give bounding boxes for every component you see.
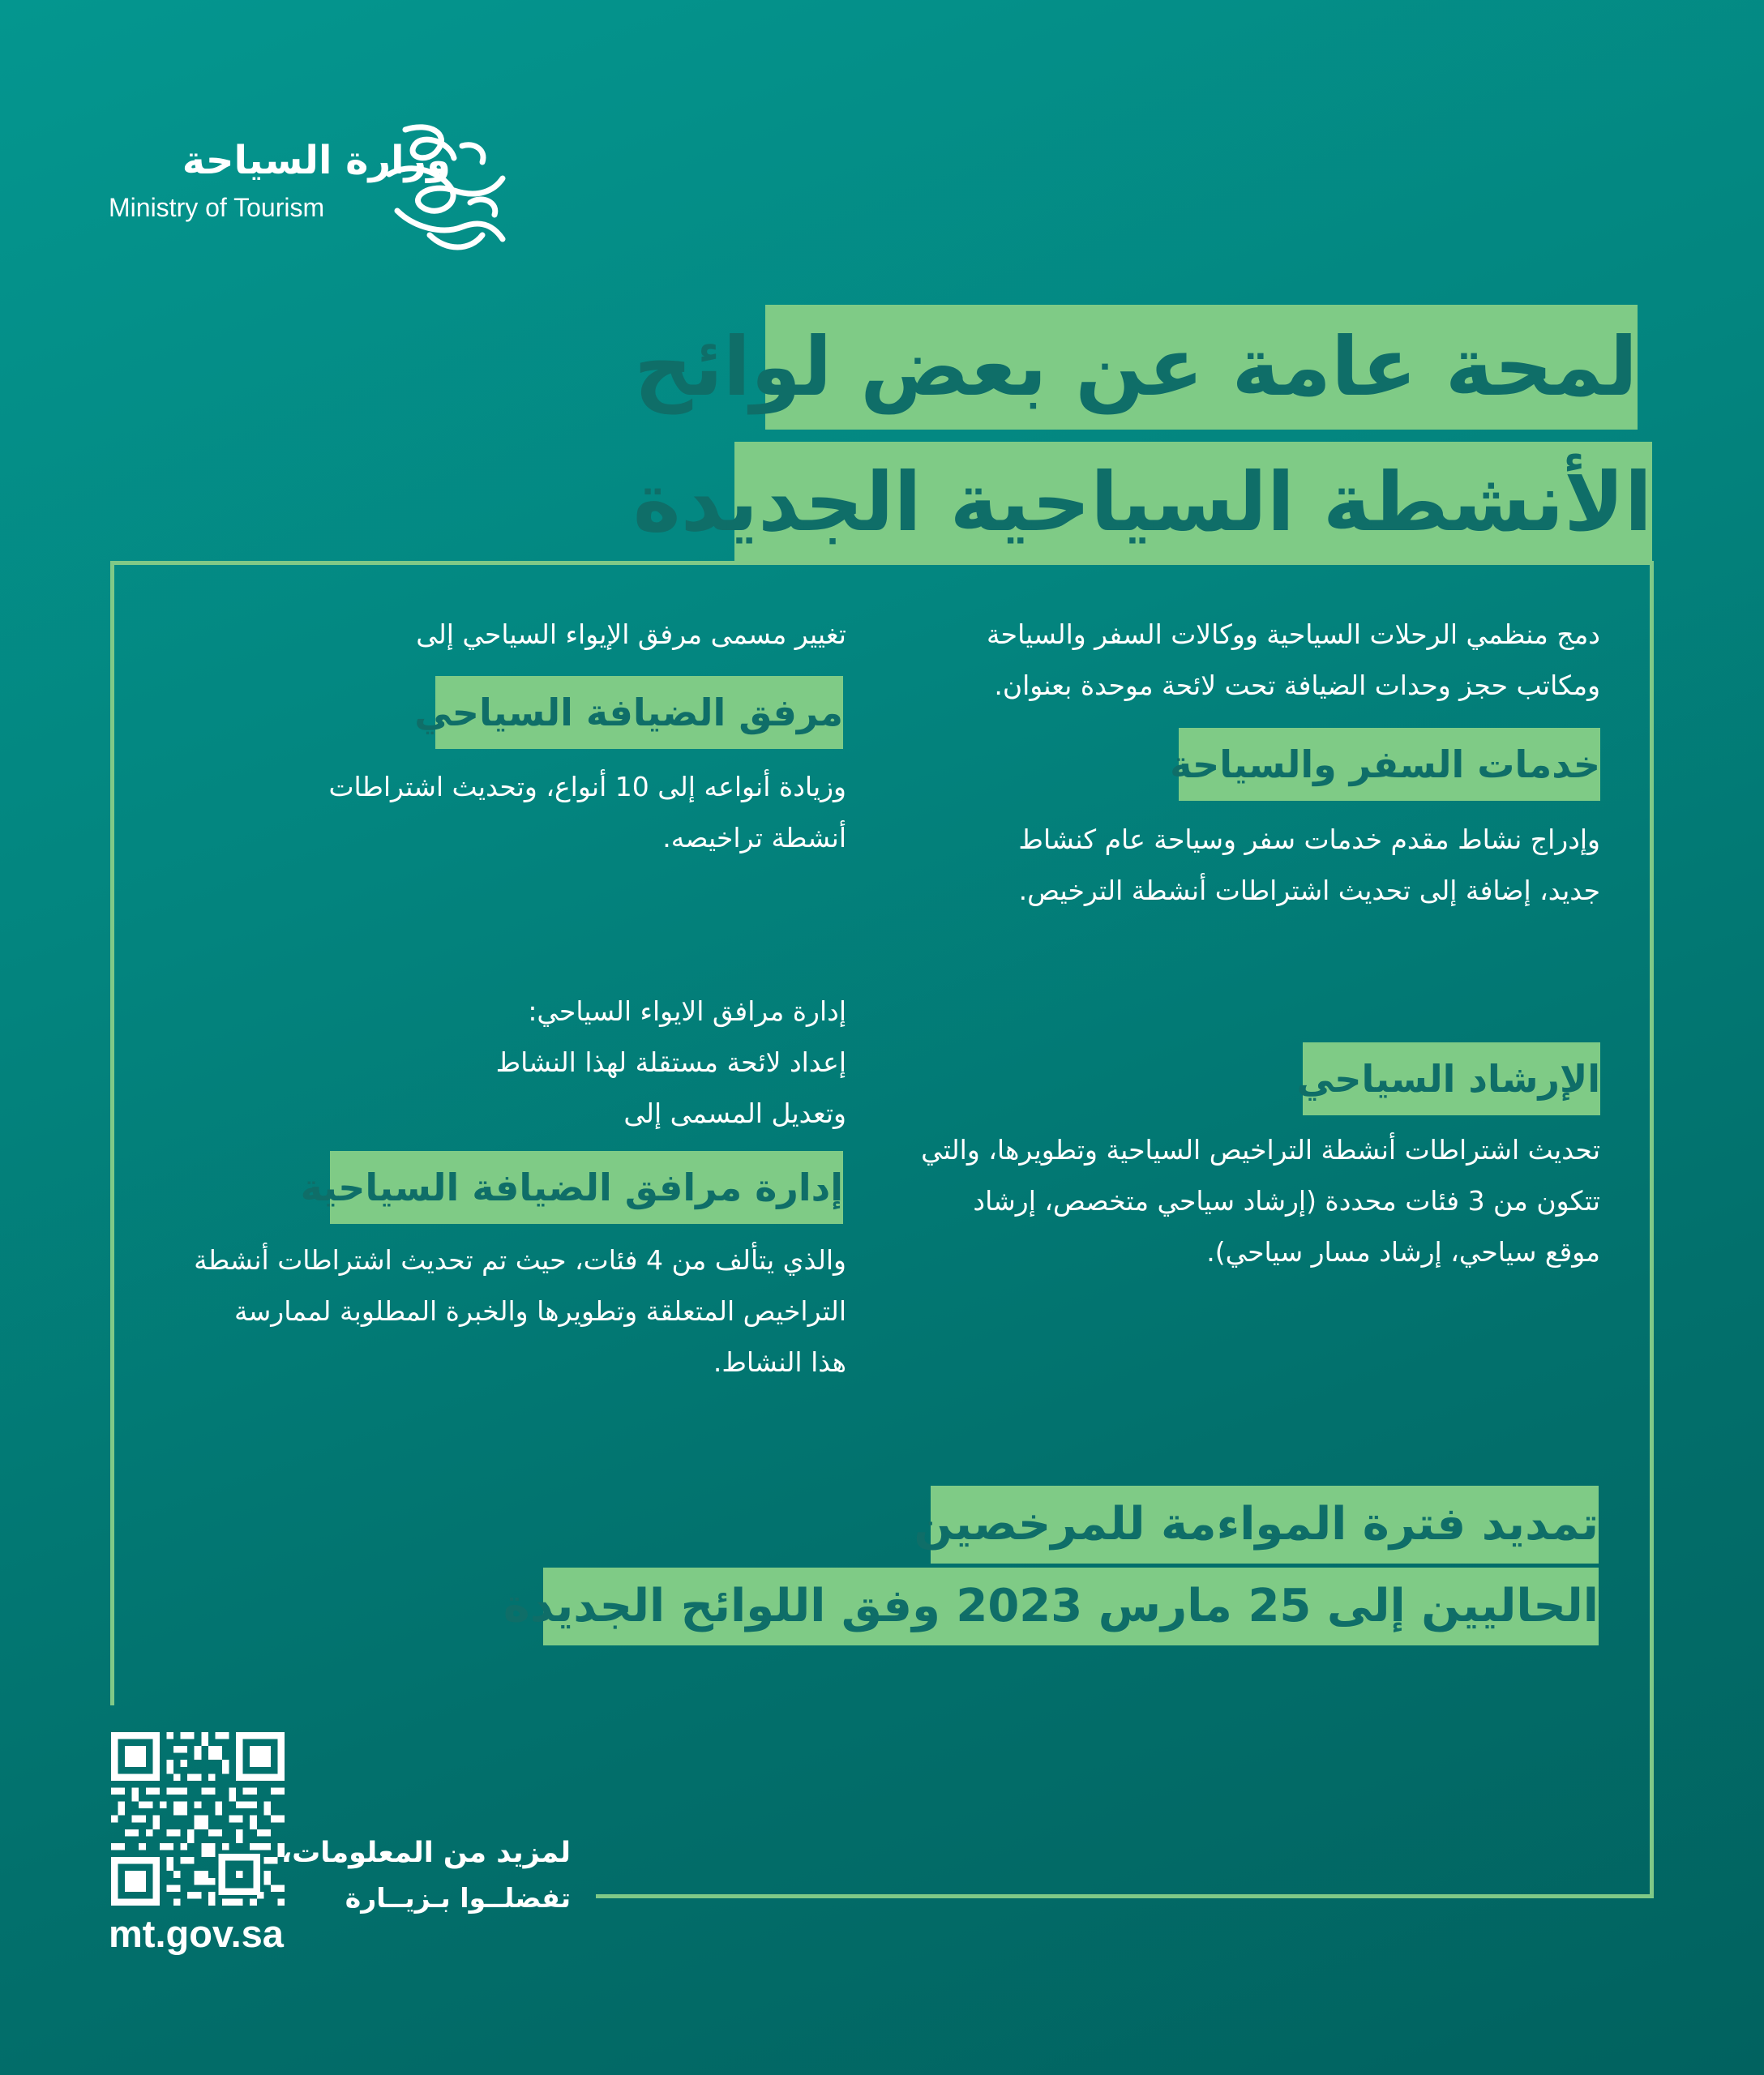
footer-visit: تفضلــوا بـزيــارة	[345, 1882, 571, 1914]
travel-intro-line: ومكاتب حجز وحدات الضيافة تحت لائحة موحدة بعنوان.	[994, 670, 1600, 701]
hospitality-intro-line: تغيير مسمى مرفق الإيواء السياحي إلى	[416, 618, 846, 650]
travel-heading: خدمات السفر والسياحة	[1179, 728, 1600, 801]
guidance-body-line: تتكون من 3 فئات محددة (إرشاد سياحي متخصص، إرشاد	[973, 1185, 1600, 1217]
frame-top-line	[110, 561, 1654, 565]
management-body-line: هذا النشاط.	[713, 1346, 846, 1378]
travel-body	[924, 814, 1600, 916]
management-body-line: التراخيص المتعلقة وتطويرها والخبرة المطلوبة لممارسة	[233, 1295, 846, 1327]
frame-left-line	[110, 561, 114, 1705]
ministry-logo	[97, 113, 519, 259]
qr-code-icon[interactable]	[111, 1732, 285, 1906]
closing-line-2: الحاليين إلى 25 مارس 2023 وفق اللوائح الجديدة	[543, 1568, 1599, 1645]
logo-arabic-text: وزارة السياحة	[182, 138, 451, 183]
footer-more-info: لمزيد من المعلومات،	[280, 1837, 571, 1869]
management-intro-line: إدارة مرافق الايواء السياحي:	[528, 995, 846, 1027]
hospitality-body	[243, 761, 846, 863]
hospitality-body-line: أنشطة تراخيصه.	[662, 822, 846, 854]
ministry-calligraphy-icon	[373, 113, 519, 259]
management-body-line: والذي يتألف من 4 فئات، حيث تم تحديث اشتراطات أنشطة	[194, 1244, 846, 1276]
frame-bottom-line	[596, 1894, 1654, 1898]
frame-right-line	[1650, 561, 1654, 1898]
management-intro-line: وتعديل المسمى إلى	[623, 1097, 846, 1129]
website-link[interactable]: mt.gov.sa	[109, 1912, 284, 1955]
title-line-1: لمحة عامة عن بعض لوائح	[765, 305, 1638, 430]
title-line-2: الأنشطة السياحية الجديدة	[734, 442, 1652, 563]
guidance-body-line: تحديث اشتراطات أنشطة التراخيص السياحية وتطويرها، والتي	[921, 1134, 1600, 1166]
logo-english-text: Ministry of Tourism	[109, 193, 325, 222]
travel-body-line: وإدراج نشاط مقدم خدمات سفر وسياحة عام كنشاط	[1018, 824, 1600, 855]
hospitality-body-line: وزيادة أنواعه إلى 10 أنواع، وتحديث اشتراطات	[328, 771, 846, 802]
management-heading: إدارة مرافق الضيافة السياحية	[330, 1151, 843, 1224]
management-intro-line: إعداد لائحة مستقلة لهذا النشاط	[495, 1046, 846, 1078]
closing-line-1: تمديد فترة المواءمة للمرخصين	[931, 1486, 1599, 1564]
guidance-body-line: موقع سياحي، إرشاد مسار سياحي).	[1206, 1236, 1600, 1268]
travel-body-line: جديد، إضافة إلى تحديث اشتراطات أنشطة الترخيص.	[1018, 875, 1600, 906]
hospitality-intro	[243, 609, 846, 660]
guidance-body	[892, 1124, 1600, 1277]
guidance-heading: الإرشاد السياحي	[1303, 1042, 1600, 1115]
travel-intro-line: دمج منظمي الرحلات السياحية ووكالات السفر والسياحة	[986, 618, 1600, 650]
management-intro	[243, 986, 846, 1139]
hospitality-heading: مرفق الضيافة السياحي	[435, 676, 843, 749]
travel-intro	[924, 609, 1600, 711]
management-body	[162, 1234, 846, 1388]
